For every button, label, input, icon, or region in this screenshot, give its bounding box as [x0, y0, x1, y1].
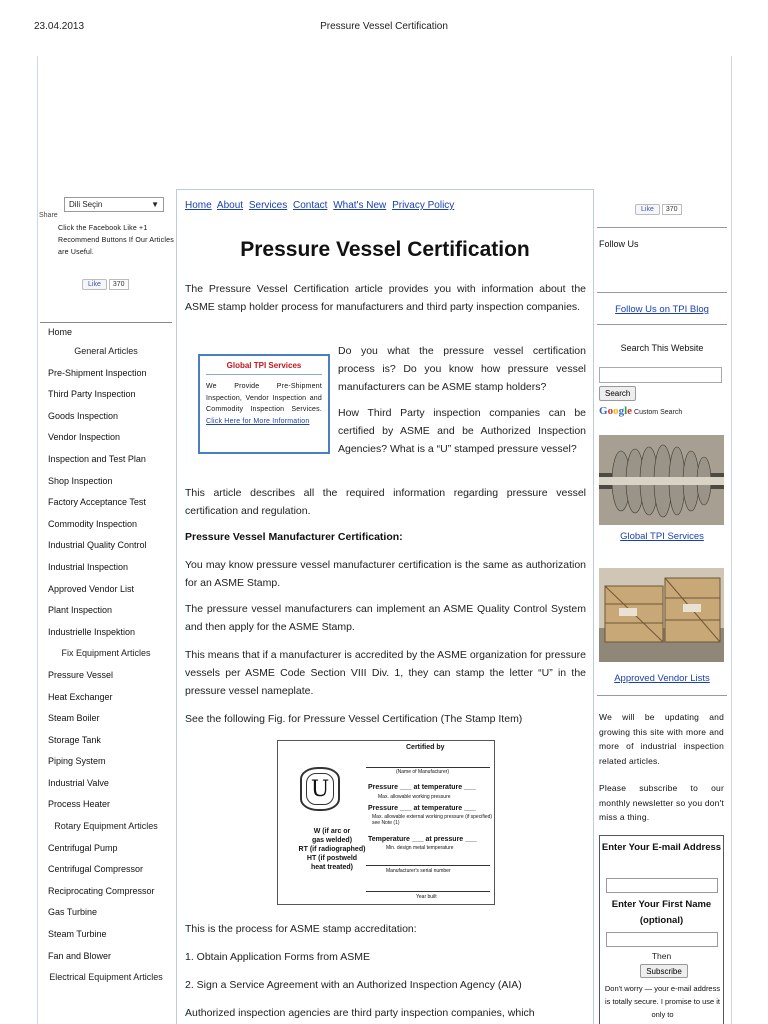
paragraph-figure-ref: See the following Fig. for Pressure Vessel Certification (The Stamp Item): [185, 713, 523, 725]
print-title: Pressure Vessel Certification: [320, 21, 448, 32]
facebook-like-widget[interactable]: [82, 279, 129, 290]
facebook-note: Click the Facebook Like +1 Recommend Buttons If Our Articles are Useful.: [58, 225, 174, 256]
share-label[interactable]: Share: [39, 212, 58, 219]
sidebar-item-process-heater[interactable]: Process Heater: [48, 799, 111, 810]
nav-link-about[interactable]: About: [216, 200, 244, 211]
article-description: This article describes all the required information regarding pressure vessel certification and regulation.: [185, 487, 586, 517]
sidebar-item-heat-exchanger[interactable]: Heat Exchanger: [48, 691, 113, 702]
sidebar-item-goods-inspection[interactable]: Goods Inspection: [48, 410, 119, 421]
sidebar-nav: [40, 327, 172, 997]
first-name-field[interactable]: [606, 932, 718, 947]
fig-certified-by: Certified by: [406, 744, 445, 751]
sidebar-item-third-party-inspection[interactable]: Third Party Inspection: [48, 389, 136, 400]
sidebar-item-commodity-inspection[interactable]: Commodity Inspection: [48, 518, 138, 529]
paragraph-u-stamp: This means that if a manufacturer is accredited by the ASME organization for pressure vessels per ASME Code Section VIII Div. 1, they can stamp the letter “U” in the pressure vessel nameplate.: [185, 649, 586, 697]
frame-border-right: [731, 56, 732, 1024]
u-stamp-symbol: [300, 767, 340, 811]
fig-line: [366, 767, 490, 768]
stamp-figure: [277, 740, 495, 905]
sidebar-item-shop-inspection[interactable]: Shop Inspection: [48, 475, 113, 486]
fig-weld-note: gas welded): [311, 837, 353, 844]
sidebar-heading-rotary-equipment-articles: Rotary Equipment Articles: [54, 821, 158, 832]
first-name-label: Enter Your First Name (optional): [611, 899, 712, 926]
u-stamp-inner: [306, 773, 334, 805]
paragraph-process: This is the process for ASME stamp accreditation:: [185, 923, 417, 935]
fig-line: [366, 891, 490, 892]
sidebar-item-centrifugal-compressor[interactable]: Centrifugal Compressor: [48, 864, 144, 875]
language-select-label: Dili Seçin: [69, 200, 103, 209]
tpi-box-text: [206, 381, 322, 427]
privacy-note: Don't worry — your e-mail address is totally secure. I promise to use it only to: [604, 984, 721, 1019]
chevron-down-icon: ▼: [151, 200, 159, 209]
fig-year-built: Year built: [416, 894, 437, 900]
step-1: 1. Obtain Application Forms from ASME: [185, 951, 370, 963]
fig-pressure-1: Pressure ___ at temperature ___: [368, 784, 476, 791]
page-title: Pressure Vessel Certification: [240, 238, 530, 261]
sidebar-item-vendor-inspection[interactable]: Vendor Inspection: [48, 432, 121, 443]
fig-temperature: Temperature ___ at pressure ___: [368, 836, 477, 843]
crates-photo[interactable]: [599, 568, 724, 662]
updating-note: We will be updating and growing this site with more and more of industrial inspection related articles.: [599, 712, 724, 766]
sidebar-heading-general-articles: General Articles: [74, 346, 138, 356]
question-paragraph-1: Do you what the pressure vessel certification process is? Do you know how pressure vessel manufacturers can be ASME stamp holders?: [338, 345, 586, 393]
sidebar-item-centrifugal-pump[interactable]: Centrifugal Pump: [48, 842, 118, 853]
then-label: Then: [651, 951, 672, 961]
fig-pressure-2-note: Max. allowable external working pressure (if specified) see Note (1): [372, 814, 493, 826]
sidebar-item-steam-turbine[interactable]: Steam Turbine: [48, 929, 107, 940]
sidebar-item-approved-vendor-list[interactable]: Approved Vendor List: [48, 583, 135, 594]
nav-link-contact[interactable]: Contact: [292, 200, 328, 211]
like-count: 370: [109, 279, 129, 290]
search-button[interactable]: Search: [599, 386, 636, 401]
nav-link-whats-new[interactable]: What's New: [333, 200, 387, 211]
section-heading: Pressure Vessel Manufacturer Certification:: [185, 531, 403, 543]
subscribe-note: Please subscribe to our monthly newsletter so you don't miss a thing.: [599, 783, 724, 822]
sidebar-item-gas-turbine[interactable]: Gas Turbine: [48, 907, 98, 918]
intro-paragraph: The Pressure Vessel Certification article provides you with information about the ASME stamp holder process for manufacturers and third party inspection companies.: [185, 283, 586, 313]
nav-link-home[interactable]: Home: [185, 200, 212, 211]
frame-border-left: [37, 56, 38, 1024]
facebook-like-widget[interactable]: [635, 204, 682, 215]
sidebar-item-reciprocating-compressor[interactable]: Reciprocating Compressor: [48, 885, 155, 896]
tpi-box-title: Global TPI Services: [206, 361, 322, 375]
sidebar-heading-fix-equipment-articles: Fix Equipment Articles: [61, 648, 151, 659]
sidebar-item-industrial-valve[interactable]: Industrial Valve: [48, 777, 109, 788]
sidebar-item-fan-and-blower[interactable]: Fan and Blower: [48, 950, 112, 961]
paragraph-aia: Authorized inspection agencies are third party inspection companies, which: [185, 1007, 535, 1019]
sidebar-item-industrielle-inspektion[interactable]: Industrielle Inspektion: [48, 626, 136, 637]
approved-vendor-link[interactable]: Approved Vendor Lists: [614, 673, 710, 684]
sidebar-item-steam-boiler[interactable]: Steam Boiler: [48, 713, 100, 724]
fig-weld-notes: [298, 827, 366, 872]
language-select[interactable]: [64, 197, 164, 212]
sidebar-item-inspection-and-test-plan[interactable]: Inspection and Test Plan: [48, 453, 146, 464]
sidebar-item-factory-acceptance-test[interactable]: Factory Acceptance Test: [48, 497, 146, 508]
fig-weld-note: RT (if radiographed): [298, 846, 366, 853]
fig-weld-note: W (if arc or: [313, 828, 351, 835]
u-stamp-letter: U: [310, 776, 330, 802]
google-custom-search: [599, 405, 682, 417]
global-tpi-link[interactable]: Global TPI Services: [620, 531, 704, 542]
nav-link-services[interactable]: Services: [248, 200, 288, 211]
like-button[interactable]: Like: [82, 279, 107, 290]
fig-temperature-note: Min. design metal temperature: [386, 845, 454, 851]
follow-blog-link[interactable]: Follow Us on TPI Blog: [615, 304, 709, 315]
divider: [40, 322, 172, 323]
crates-illustration: [599, 568, 724, 662]
sidebar-item-plant-inspection[interactable]: Plant Inspection: [48, 605, 113, 616]
sidebar-item-industrial-quality-control[interactable]: Industrial Quality Control: [48, 540, 147, 551]
follow-us-label: Follow Us: [599, 239, 639, 249]
sidebar-item-storage-tank[interactable]: Storage Tank: [48, 734, 101, 745]
subscribe-button[interactable]: Subscribe: [640, 964, 688, 978]
nav-link-privacy-policy[interactable]: Privacy Policy: [392, 200, 455, 211]
sidebar-item-pre-shipment-inspection[interactable]: Pre-Shipment Inspection: [48, 367, 147, 378]
tpi-services-box: [198, 354, 330, 454]
google-logo: Google: [599, 405, 633, 417]
fig-weld-note: heat treated): [310, 864, 353, 871]
email-label: Enter Your E-mail Address: [601, 842, 722, 853]
divider: [597, 227, 727, 228]
tpi-more-info-link[interactable]: Click Here for More Information: [206, 417, 310, 425]
step-2: 2. Sign a Service Agreement with an Authorized Inspection Agency (AIA): [185, 979, 522, 991]
divider: [597, 324, 727, 325]
turbine-photo[interactable]: [599, 435, 724, 525]
print-date: 23.04.2013: [34, 21, 85, 32]
fig-manufacturer-name: (Name of Manufacturer): [396, 769, 450, 775]
fig-pressure-1-note: Max. allowable working pressure: [378, 794, 451, 800]
fig-line: [366, 865, 490, 866]
fig-pressure-2: Pressure ___ at temperature ___: [368, 805, 476, 812]
divider: [597, 292, 727, 293]
subscribe-box: [599, 835, 724, 1024]
paragraph-quality-control: The pressure vessel manufacturers can implement an ASME Quality Control System and then apply for the ASME Stamp.: [185, 603, 586, 633]
sidebar-item-piping-system[interactable]: Piping System: [48, 756, 106, 767]
sidebar-heading-electrical-equipment-articles: Electrical Equipment Articles: [49, 972, 163, 983]
like-count: 370: [662, 204, 682, 215]
sidebar-item-pressure-vessel[interactable]: Pressure Vessel: [48, 669, 114, 680]
like-button[interactable]: Like: [635, 204, 660, 215]
question-paragraph-2: How Third Party inspection companies can be certified by ASME and be Authorized Inspection Agencies? What is a “U” stamped pressure vessel?: [338, 407, 586, 455]
divider: [597, 695, 727, 696]
main-content: [176, 189, 594, 1024]
tpi-box-description: We Provide Pre-Shipment Inspection, Vendor Inspection and Commodity Inspection Services.: [206, 383, 322, 413]
email-field[interactable]: [606, 878, 718, 893]
search-title: Search This Website: [620, 343, 704, 353]
paragraph-asme-stamp: You may know pressure vessel manufacturer certification is the same as authorization for an ASME Stamp.: [185, 559, 586, 589]
custom-search-label: Custom Search: [634, 409, 683, 416]
search-input[interactable]: [599, 367, 722, 383]
fig-weld-note: HT (if postweld: [306, 855, 358, 862]
turbine-illustration: [599, 435, 724, 525]
sidebar-item-industrial-inspection[interactable]: Industrial Inspection: [48, 561, 129, 572]
fig-serial: Manufacturer's serial number: [386, 868, 451, 874]
sidebar-item-home[interactable]: Home: [48, 327, 73, 337]
top-nav: [185, 200, 457, 211]
print-header: [0, 0, 768, 40]
